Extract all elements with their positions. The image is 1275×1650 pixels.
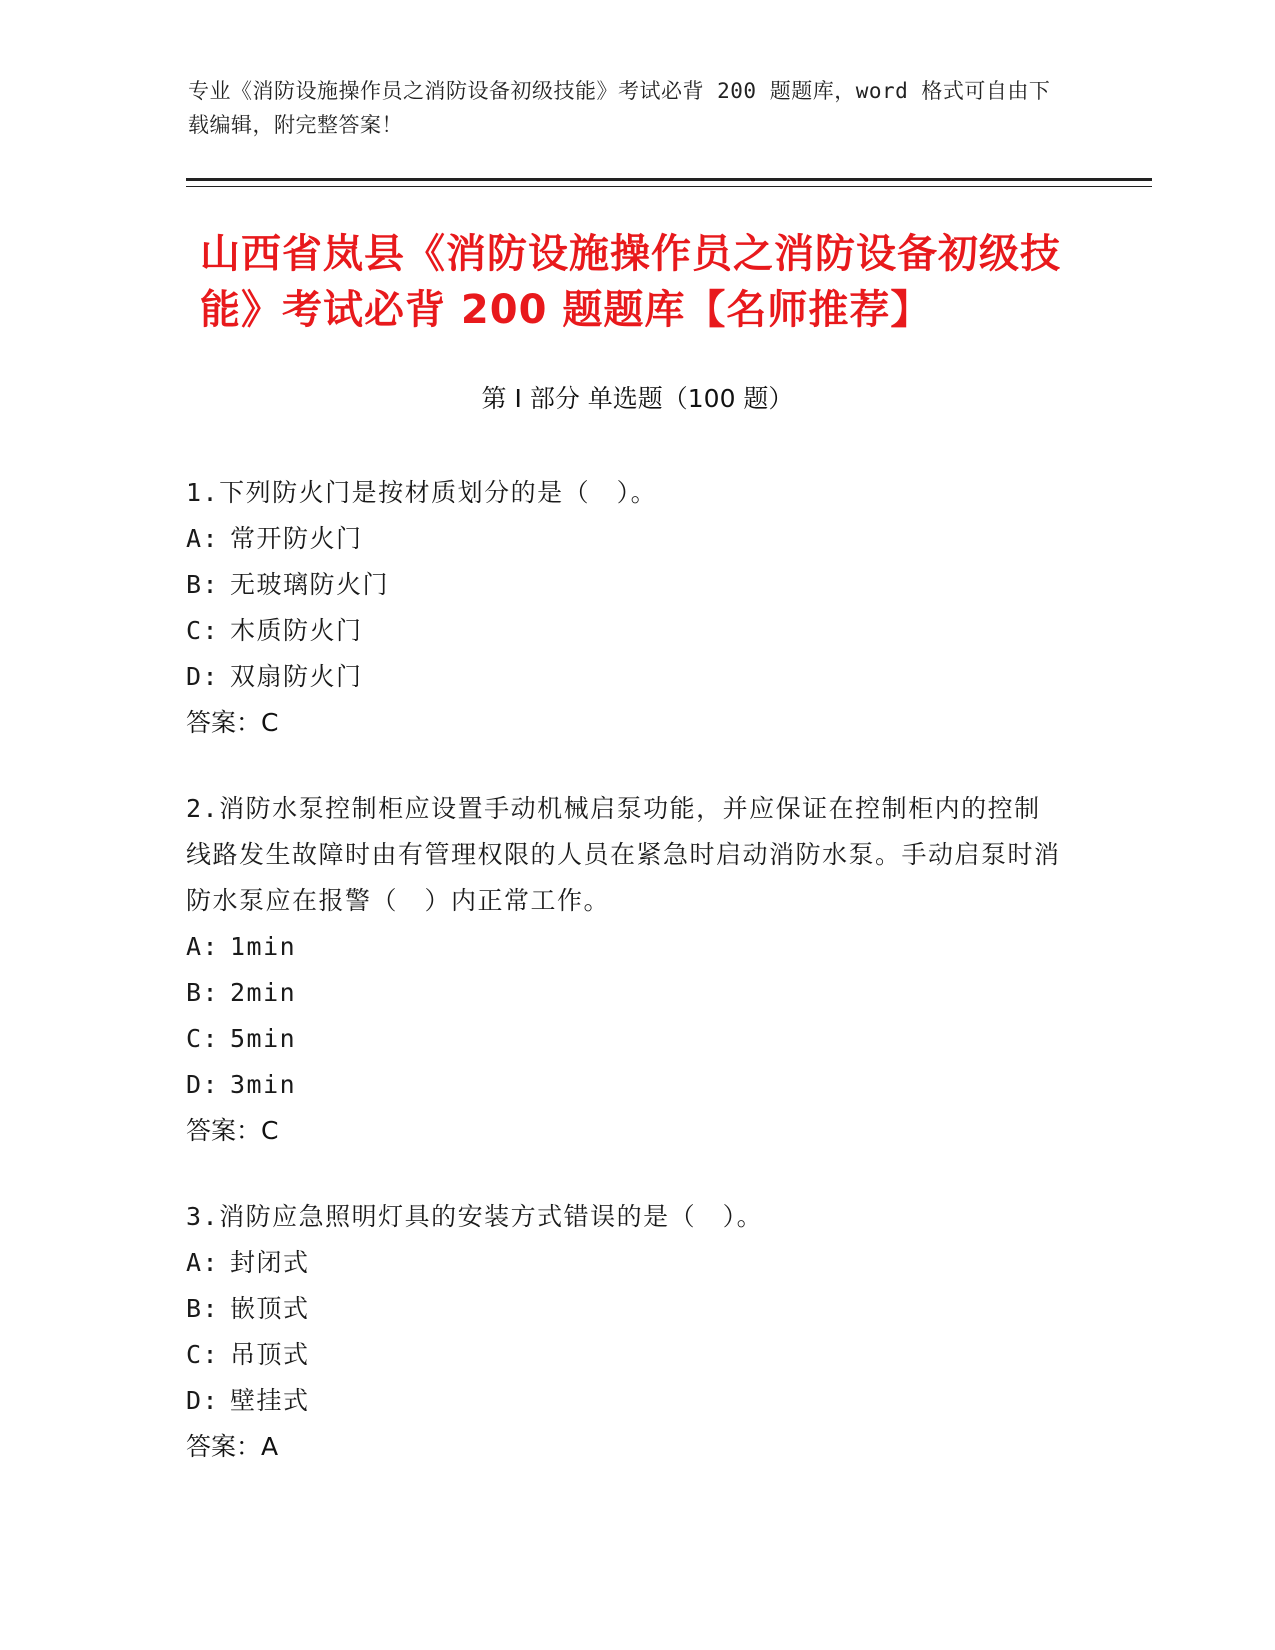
option-b	[186, 1286, 1066, 1332]
header-note: 专业《消防设施操作员之消防设备初级技能》考试必背 200 题题库，word 格式可自由下载编辑，附完整答案！	[188, 79, 1051, 137]
option-key: C:	[186, 1340, 220, 1369]
option-d	[186, 654, 1066, 700]
option-text: 无玻璃防火门	[230, 570, 390, 599]
option-key: B:	[186, 1294, 220, 1323]
option-a	[186, 924, 1066, 970]
option-key: B:	[186, 570, 220, 599]
option-key: B:	[186, 978, 220, 1007]
option-key: A:	[186, 932, 220, 961]
option-text: 壁挂式	[230, 1386, 310, 1415]
option-c	[186, 1332, 1066, 1378]
option-b	[186, 970, 1066, 1016]
question-stem: 1.下列防火门是按材质划分的是（ ）。	[186, 478, 658, 507]
option-d	[186, 1062, 1066, 1108]
document-title: 山西省岚县《消防设施操作员之消防设备初级技能》考试必背 200 题题库【名师推荐】	[200, 231, 1061, 333]
option-key: D:	[186, 1386, 220, 1415]
question-stem: 3.消防应急照明灯具的安装方式错误的是（ ）。	[186, 1202, 764, 1231]
option-key: D:	[186, 1070, 220, 1099]
option-text: 常开防火门	[230, 524, 363, 553]
option-key: A:	[186, 524, 220, 553]
section-title: 第 I 部分 单选题（100 题）	[481, 384, 794, 413]
option-key: D:	[186, 662, 220, 691]
option-c	[186, 608, 1066, 654]
option-text: 1min	[230, 932, 297, 961]
answer: 答案：A	[186, 1432, 279, 1461]
option-text: 嵌顶式	[230, 1294, 310, 1323]
option-d	[186, 1378, 1066, 1424]
option-b	[186, 562, 1066, 608]
answer: 答案：C	[186, 708, 279, 737]
option-text: 5min	[230, 1024, 297, 1053]
option-text: 2min	[230, 978, 297, 1007]
option-a	[186, 516, 1066, 562]
answer: 答案：C	[186, 1116, 279, 1145]
option-key: C:	[186, 616, 220, 645]
question-stem: 2.消防水泵控制柜应设置手动机械启泵功能，并应保证在控制柜内的控制线路发生故障时由有管理权限的人员在紧急时启动消防水泵。手动启泵时消防水泵应在报警（ ）内正常工作。	[186, 794, 1061, 915]
option-text: 木质防火门	[230, 616, 363, 645]
option-text: 双扇防火门	[230, 662, 363, 691]
option-text: 3min	[230, 1070, 297, 1099]
question-list	[186, 470, 1066, 1510]
option-c	[186, 1016, 1066, 1062]
header-rule-thick	[186, 178, 1152, 181]
header-rule-thin	[186, 186, 1152, 187]
option-key: A:	[186, 1248, 220, 1277]
question-1	[186, 470, 1066, 746]
question-2	[186, 786, 1066, 1154]
question-3	[186, 1194, 1066, 1470]
option-text: 吊顶式	[230, 1340, 310, 1369]
option-key: C:	[186, 1024, 220, 1053]
option-text: 封闭式	[230, 1248, 310, 1277]
option-a	[186, 1240, 1066, 1286]
